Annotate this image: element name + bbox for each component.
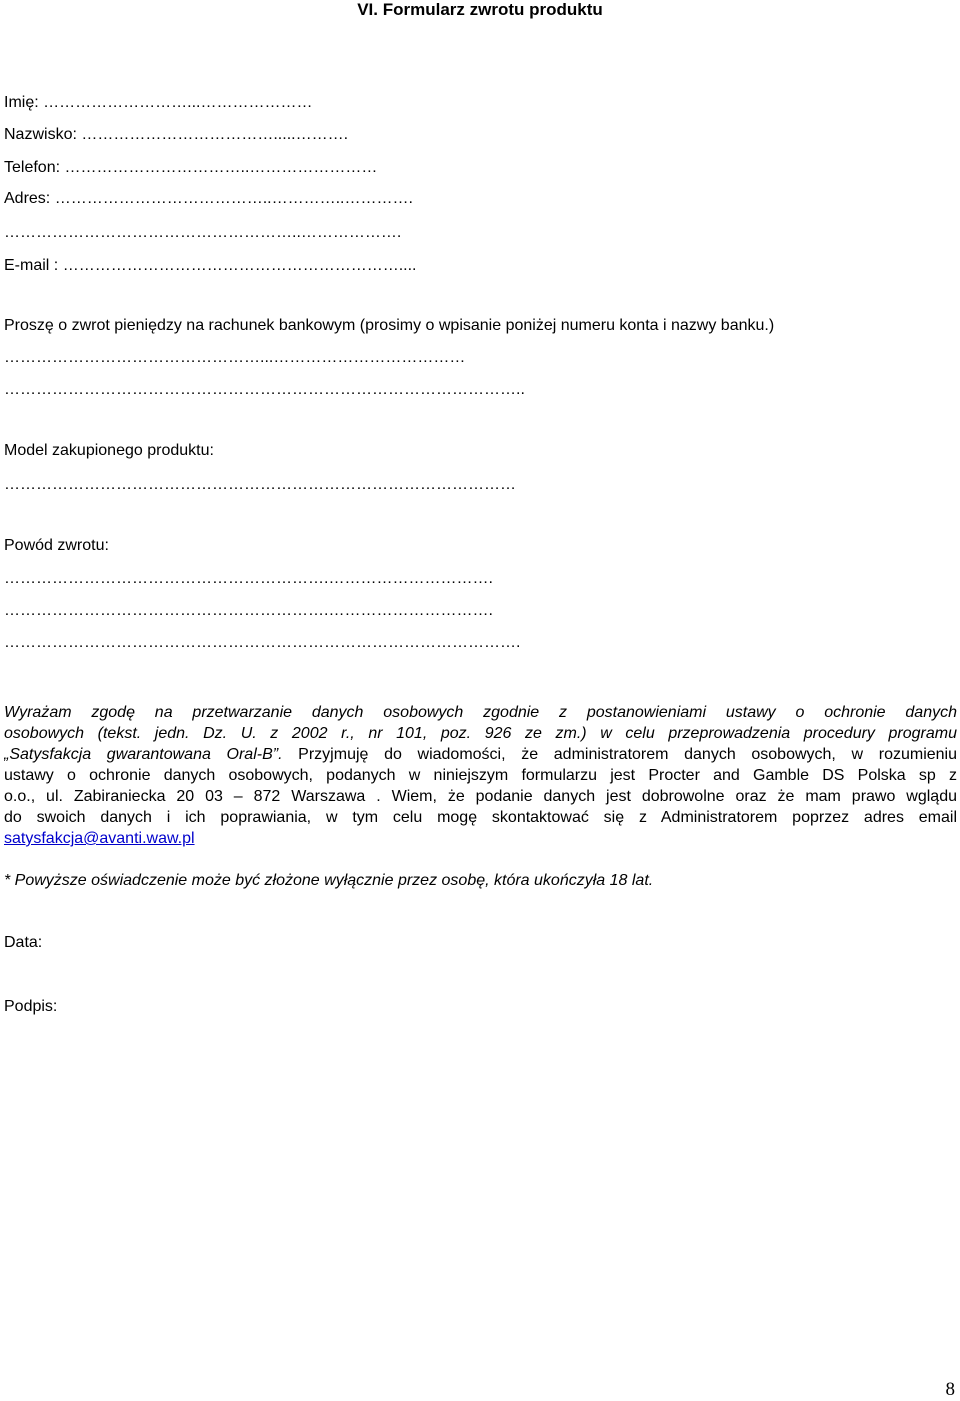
bank-dots-line2[interactable]: …………………………………………………………………………………….. (4, 381, 525, 398)
name-field[interactable] (4, 93, 312, 113)
email-label: E-mail : (4, 257, 59, 274)
reason-dots-line3[interactable]: ……………………………………………………………………………………. (4, 634, 521, 651)
bank-dots-line1[interactable]: …………………………………………...……………………………… (4, 349, 466, 366)
email-field[interactable] (4, 256, 416, 276)
surname-dots: ……………………………….....………. (81, 126, 349, 143)
consent-line-1: Wyrażam zgodę na przetwarzanie danych osobowych zgodnie z postanowieniami ustawy o ochronie danych (4, 704, 957, 721)
surname-label: Nazwisko: (4, 126, 77, 143)
phone-label: Telefon: (4, 159, 61, 176)
age-note: * Powyższe oświadczenie może być złożone wyłącznie przez osobę, która ukończyła 18 lat. (4, 872, 654, 889)
address-label: Adres: (4, 190, 51, 207)
consent-line-6: do swoich danych i ich poprawiania, w tym celu mogę skontaktować się z Administratorem poprzez adres email (4, 809, 957, 826)
bank-prompt: Proszę o zwrot pieniędzy na rachunek bankowym (prosimy o wpisanie poniżej numeru konta i nazwy banku.) (4, 317, 775, 334)
consent-line-4: ustawy o ochronie danych osobowych, podanych w niniejszym formularzu jest Procter and Gamble DS Polska sp z (4, 767, 957, 784)
email-dots: ……………………………………………………….... (62, 257, 417, 274)
consent-line-7 (4, 828, 957, 849)
reason-label: Powód zwrotu: (4, 537, 109, 554)
address-field[interactable] (4, 189, 413, 209)
address-dots-line2[interactable]: ………………………………………………..………………. (4, 224, 402, 241)
model-label: Model zakupionego produktu: (4, 442, 214, 459)
consent-line-3-rest: Przyjmuję do wiadomości, że administratorem danych osobowych, w rozumieniu (282, 746, 957, 763)
address-dots: …………………………………..…………..…………. (54, 190, 413, 207)
consent-line-2: osobowych (tekst. jedn. Dz. U. z 2002 r., nr 101, poz. 926 ze zm.) w celu przeprowadzenia procedury programu (4, 725, 957, 742)
consent-line-3 (4, 744, 957, 765)
surname-field[interactable] (4, 125, 348, 145)
phone-dots: ……………………………..…………………… (64, 159, 378, 176)
page-number: 8 (945, 1379, 955, 1400)
page-title: VI. Formularz zwrotu produktu (357, 0, 603, 19)
model-dots[interactable]: …………………………………………………………………………………… (4, 476, 516, 493)
phone-field[interactable] (4, 158, 377, 178)
reason-dots-line2[interactable]: …………………………………………………….…………………………. (4, 602, 493, 619)
name-dots: ………………………...………………… (43, 94, 313, 111)
name-label: Imię: (4, 94, 39, 111)
signature-label: Podpis: (4, 998, 58, 1015)
consent-paragraph (4, 702, 957, 849)
program-name: „Satysfakcja gwarantowana Oral-B”. (4, 746, 283, 763)
email-link[interactable]: satysfakcja@avanti.waw.pl (4, 830, 195, 847)
reason-dots-line1[interactable]: …………………………………………………….…………………………. (4, 570, 493, 587)
consent-line-5: o.o., ul. Zabiraniecka 20 03 – 872 Warszawa . Wiem, że podanie danych jest dobrowolne oraz że mam prawo wglądu (4, 788, 957, 805)
date-label: Data: (4, 934, 43, 951)
